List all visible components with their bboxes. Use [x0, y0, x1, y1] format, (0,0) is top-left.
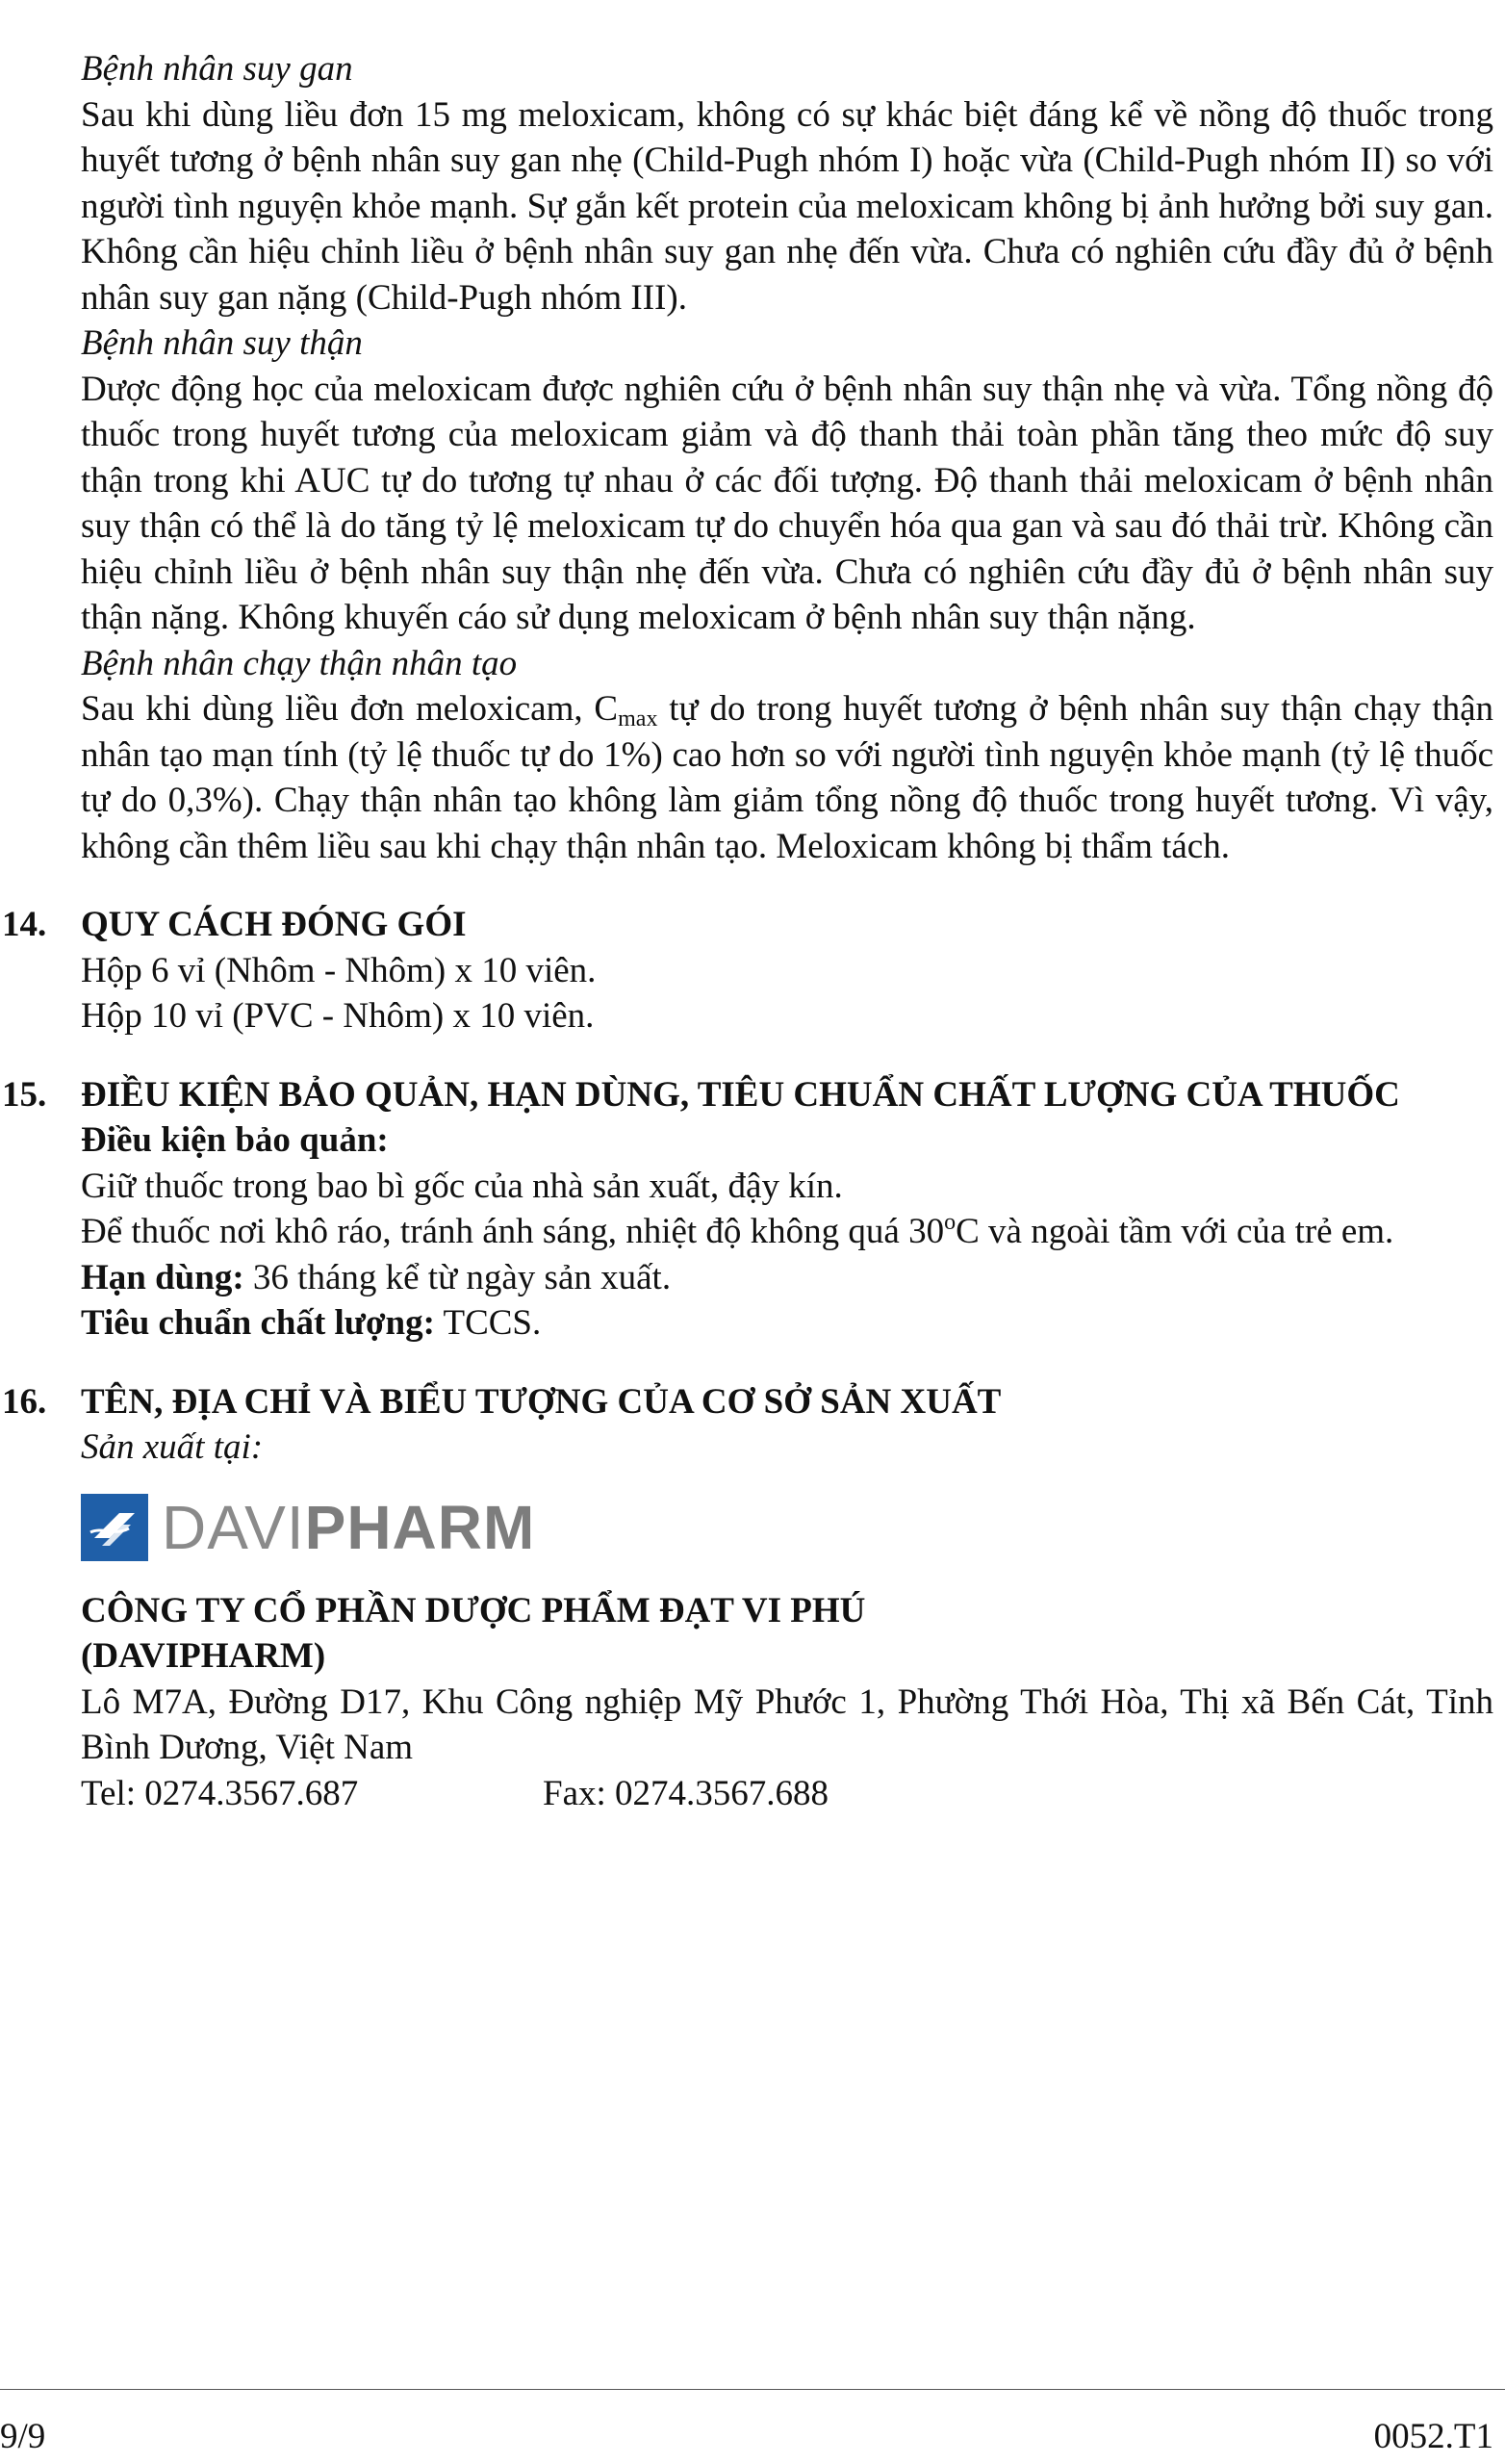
section-15 [2, 1072, 1493, 1347]
renal-body: Dược động học của meloxicam được nghiên cứu ở bệnh nhân suy thận nhẹ và vừa. Tổng nồng độ thuốc trong huyết tương của meloxicam giảm và độ thanh thải toàn phần tăng theo mức độ suy thận trong khi AUC tự do tương tự nhau ở các đối tượng. Độ thanh thải meloxicam ở bệnh nhân suy thận có thể là do tăng tỷ lệ meloxicam tự do chuyển hóa qua gan và sau đó thải trừ. Không cần hiệu chỉnh liều ở bệnh nhân suy thận nhẹ đến vừa. Chưa có nghiên cứu đầy đủ ở bệnh nhân suy thận nặng. Không khuyến cáo sử dụng meloxicam ở bệnh nhân suy thận nặng. [81, 369, 1493, 637]
storage-line-2 [81, 1209, 1493, 1255]
footer-divider [0, 2389, 1505, 2390]
degree-superscript: o [944, 1210, 957, 1235]
contact-row [81, 1771, 1493, 1817]
logo-text-bold: PHARM [304, 1492, 536, 1562]
quality-standard-label: Tiêu chuẩn chất lượng: [81, 1303, 435, 1343]
section-14 [2, 902, 1493, 1040]
made-at-label: Sản xuất tại: [81, 1427, 264, 1467]
cmax-subscript: max [618, 706, 658, 732]
page-number: 9/9 [0, 2417, 46, 2456]
storage-line-1: Giữ thuốc trong bao bì gốc của nhà sản xuất, đậy kín. [81, 1166, 843, 1206]
section-15-number: 15. [2, 1074, 47, 1115]
hepatic-heading: Bệnh nhân suy gan [81, 49, 353, 89]
packaging-line: Hộp 10 vỉ (PVC - Nhôm) x 10 viên. [81, 996, 595, 1036]
renal-heading: Bệnh nhân suy thận [81, 323, 363, 363]
section-16-number: 16. [2, 1381, 47, 1422]
davipharm-logo [81, 1490, 1493, 1565]
storage-line-2-end: C và ngoài tầm với của trẻ em. [956, 1212, 1394, 1251]
section-15-title: ĐIỀU KIỆN BẢO QUẢN, HẠN DÙNG, TIÊU CHUẨN CHẤT LƯỢNG CỦA THUỐC [81, 1074, 1400, 1115]
storage-line-2-start: Để thuốc nơi khô ráo, tránh ánh sáng, nhiệt độ không quá 30 [81, 1212, 945, 1251]
dialysis-body-rest: tự do trong huyết tương ở bệnh nhân suy thận chạy thận nhân tạo mạn tính (tỷ lệ thuốc tự do 1%) cao hơn so với người tình nguyện khỏe mạnh (tỷ lệ thuốc tự do 0,3%). Chạy thận nhân tạo không làm giảm tổng nồng độ thuốc trong huyết tương. Vì vậy, không cần thêm liều sau khi chạy thận nhân tạo. Meloxicam không bị thẩm tách. [81, 689, 1493, 866]
quality-standard-value: TCCS. [434, 1303, 542, 1343]
telephone: Tel: 0274.3567.687 [81, 1773, 359, 1813]
packaging-line: Hộp 6 vỉ (Nhôm - Nhôm) x 10 viên. [81, 950, 597, 990]
shelf-life [81, 1255, 1493, 1301]
shelf-life-value: 36 tháng kể từ ngày sản xuất. [243, 1257, 672, 1297]
company-name: CÔNG TY CỔ PHẦN DƯỢC PHẨM ĐẠT VI PHÚ [81, 1590, 866, 1630]
document-body [2, 46, 1493, 1816]
section-14-title: QUY CÁCH ĐÓNG GÓI [81, 905, 467, 944]
davipharm-logo-text [162, 1494, 535, 1561]
dialysis-heading: Bệnh nhân chạy thận nhân tạo [81, 643, 518, 683]
hepatic-body: Sau khi dùng liều đơn 15 mg meloxicam, không có sự khác biệt đáng kể về nồng độ thuốc trong huyết tương ở bệnh nhân suy gan nhẹ (Child-Pugh nhóm I) hoặc vừa (Child-Pugh nhóm II) so với người tình nguyện khỏe mạnh. Sự gắn kết protein của meloxicam không bị ảnh hưởng bởi suy gan. Không cần hiệu chỉnh liều ở bệnh nhân suy gan nhẹ đến vừa. Chưa có nghiên cứu đầy đủ ở bệnh nhân suy gan nặng (Child-Pugh nhóm III). [81, 94, 1493, 318]
dialysis-body-start: Sau khi dùng liều đơn meloxicam, C [81, 689, 619, 729]
section-14-number: 14. [2, 905, 47, 944]
shelf-life-label: Hạn dùng: [81, 1257, 244, 1297]
quality-standard [81, 1300, 1493, 1347]
storage-label: Điều kiện bảo quản: [81, 1120, 389, 1160]
davipharm-logo-icon [81, 1494, 148, 1561]
document-code: 0052.T1 [1373, 2417, 1493, 2456]
company-short-name: (DAVIPHARM) [81, 1636, 326, 1676]
fax: Fax: 0274.3567.688 [543, 1773, 829, 1813]
dialysis-body [81, 686, 1493, 869]
company-address: Lô M7A, Đường D17, Khu Công nghiệp Mỹ Phước 1, Phường Thới Hòa, Thị xã Bến Cát, Tỉnh Bình Dương, Việt Nam [81, 1681, 1493, 1767]
section-16-title: TÊN, ĐỊA CHỈ VÀ BIỂU TƯỢNG CỦA CƠ SỞ SẢN XUẤT [81, 1381, 1002, 1422]
section-16 [2, 1379, 1493, 1817]
logo-text-light: DAVI [162, 1492, 305, 1562]
